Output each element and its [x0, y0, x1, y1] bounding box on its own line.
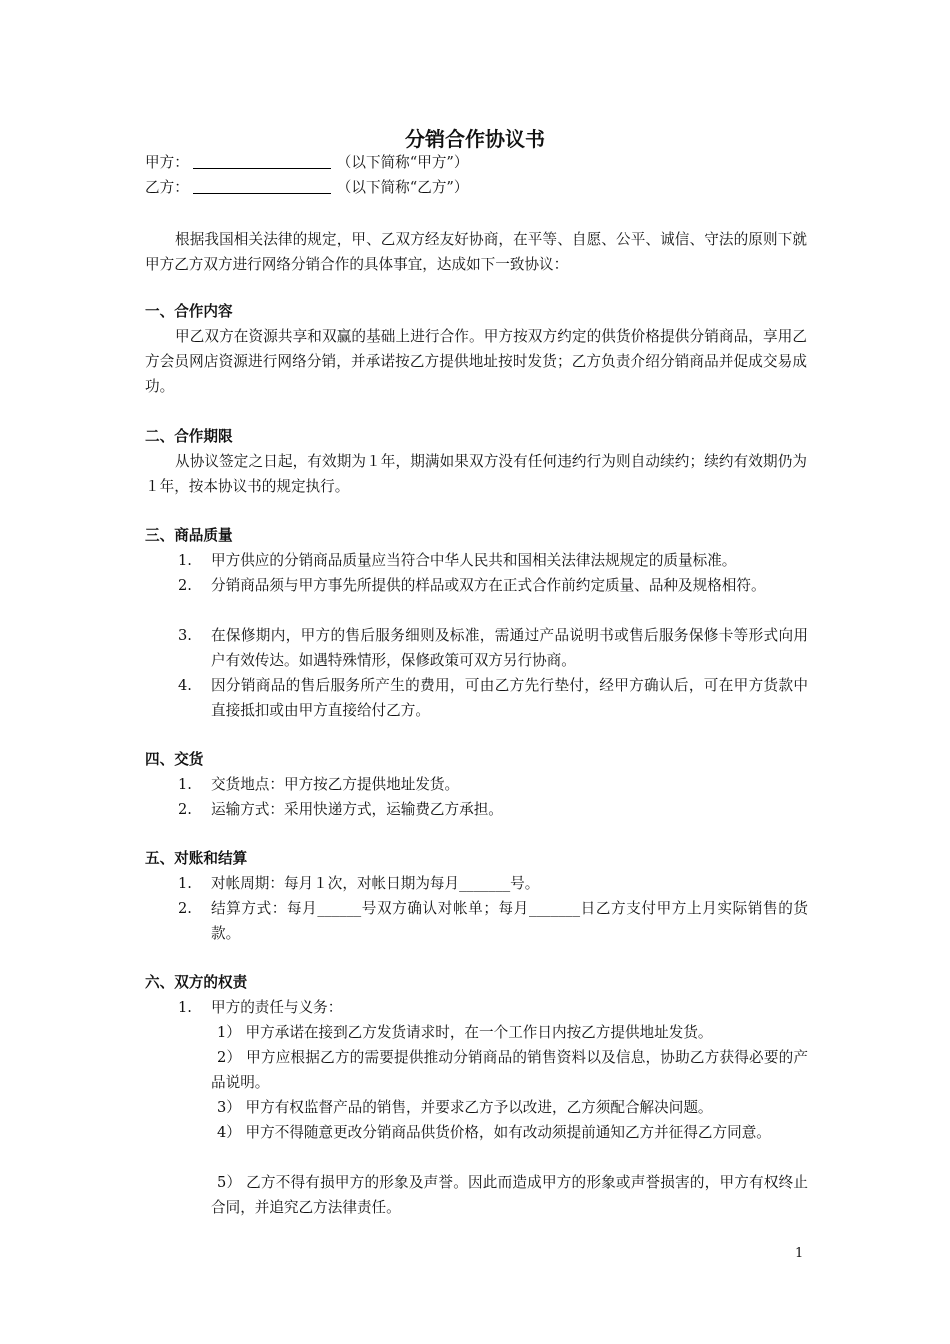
sub-list-item: 5） 乙方不得有损甲方的形象及声誉。因此而造成甲方的形象或声誉损害的，甲方有权终止合同，并追究乙方法律责任。 — [211, 1174, 808, 1216]
list-item: 1. 交货地点：甲方按乙方提供地址发货。 — [178, 776, 460, 793]
section-3-heading: 三、商品质量 — [145, 527, 233, 544]
preamble-paragraph: 根据我国相关法律的规定，甲、乙双方经友好协商，在平等、自愿、公平、诚信、守法的原则下就甲方乙方双方进行网络分销合作的具体事宜，达成如下一致协议： — [145, 231, 807, 273]
section-6-heading: 六、双方的权责 — [145, 974, 248, 991]
list-item: 2. 运输方式：采用快递方式，运输费乙方承担。 — [178, 801, 503, 818]
party-a-note: （以下简称“甲方”） — [336, 154, 469, 171]
page-number: 1 — [795, 1246, 804, 1261]
party-a-line — [145, 150, 468, 176]
sub-list-item: 2） 甲方应根据乙方的需要提供推动分销商品的销售资料以及信息，协助乙方获得必要的产品说明。 — [211, 1049, 808, 1091]
section-2-heading: 二、合作期限 — [145, 428, 233, 445]
sub-list-item: 3） 甲方有权监督产品的销售，并要求乙方予以改进，乙方须配合解决问题。 — [217, 1099, 713, 1116]
list-item: 2. 分销商品须与甲方事先所提供的样品或双方在正式合作前约定质量、品种及规格相符。 — [178, 577, 766, 594]
list-item: 4. 因分销商品的售后服务所产生的费用，可由乙方先行垫付，经甲方确认后，可在甲方货款中直接抵扣或由甲方直接给付乙方。 — [178, 677, 808, 719]
party-b-line — [145, 175, 468, 201]
sub-list-item: 1） 甲方承诺在接到乙方发货请求时，在一个工作日内按乙方提供地址发货。 — [217, 1024, 713, 1041]
list-item: 1. 对帐周期：每月１次，对帐日期为每月_______号。 — [178, 875, 540, 892]
section-1-text: 甲乙双方在资源共享和双赢的基础上进行合作。甲方按双方约定的供货价格提供分销商品，享用乙方会员网店资源进行网络分销，并承诺按乙方提供地址按时发货；乙方负责介绍分销商品并促成交易成功。 — [145, 328, 807, 395]
document-title: 分销合作协议书 — [405, 127, 545, 151]
list-item: 3. 在保修期内，甲方的售后服务细则及标准，需通过产品说明书或售后服务保修卡等形式向用户有效传达。如遇特殊情形，保修政策可双方另行协商。 — [178, 627, 808, 669]
section-4-heading: 四、交货 — [145, 751, 204, 768]
party-b-note: （以下简称“乙方”） — [336, 179, 469, 196]
list-item: 1. 甲方的责任与义务： — [178, 999, 343, 1016]
section-5-heading: 五、对账和结算 — [145, 850, 248, 867]
party-a-label: 甲方： — [145, 154, 189, 171]
section-2-text: 从协议签定之日起，有效期为１年，期满如果双方没有任何违约行为则自动续约；续约有效期仍为１年，按本协议书的规定执行。 — [145, 453, 807, 495]
party-a-blank — [193, 154, 331, 169]
list-item: 2. 结算方式：每月______号双方确认对帐单；每月_______日乙方支付甲方上月实际销售的货款。 — [178, 900, 808, 942]
party-b-blank — [193, 179, 331, 194]
list-item: 1. 甲方供应的分销商品质量应当符合中华人民共和国相关法律法规规定的质量标准。 — [178, 552, 737, 569]
section-1-heading: 一、合作内容 — [145, 303, 233, 320]
sub-list-item: 4） 甲方不得随意更改分销商品供货价格，如有改动须提前通知乙方并征得乙方同意。 — [217, 1124, 771, 1141]
party-b-label: 乙方： — [145, 179, 189, 196]
